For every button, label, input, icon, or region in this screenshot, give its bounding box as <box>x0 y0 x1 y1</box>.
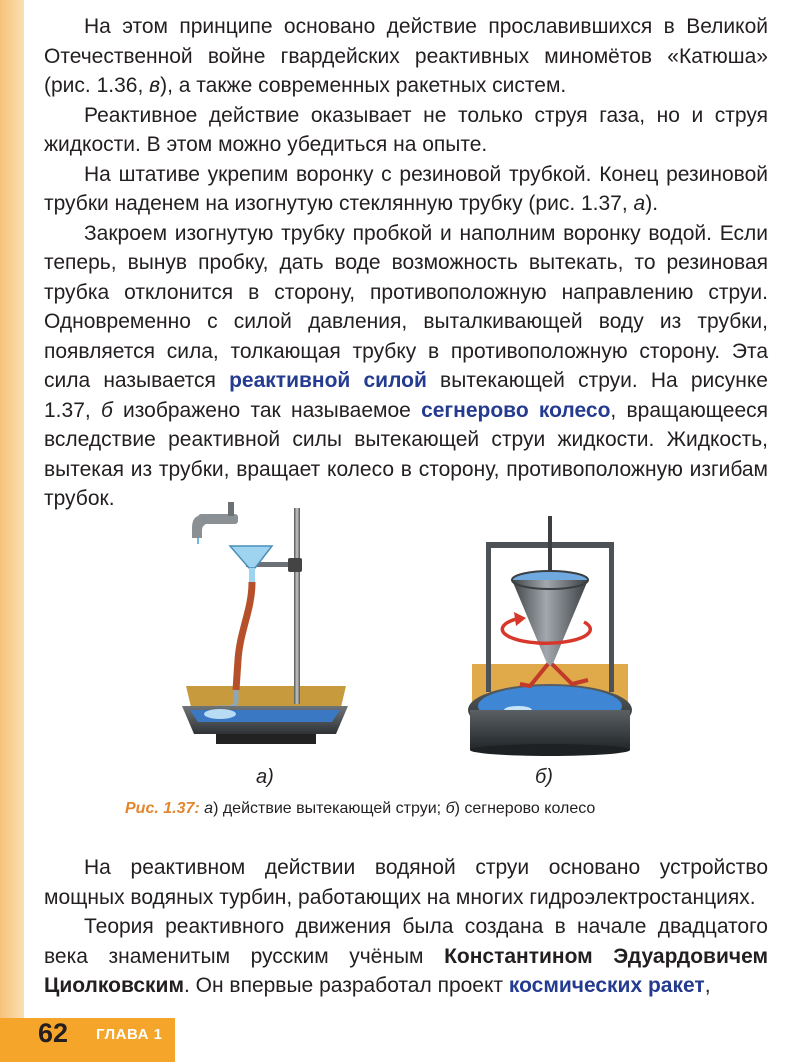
caption-a: а <box>204 800 214 817</box>
figure-ref-v: в <box>149 74 161 97</box>
scientist-name: Константином Эдуардовичем Циолковским <box>44 944 769 997</box>
text-block-top <box>44 12 768 514</box>
term-segner-wheel: сегнерово колесо <box>421 398 611 422</box>
figure-b-illustration <box>458 514 642 764</box>
paragraph-4-text-2: вытекающей струи. На рисунке 1.37, <box>44 369 768 422</box>
caption-prefix: Рис. 1.37: <box>125 800 200 817</box>
paragraph-4 <box>44 219 768 514</box>
paragraph-6-text-end: , <box>704 974 711 997</box>
figure-caption <box>125 800 725 818</box>
paragraph-1-text: На этом принципе основано действие прославившихся в Великой Отечественной войне гвардейских реактивных миномётов «Катюша» (рис. 1.36, <box>44 15 768 97</box>
text-block-bottom <box>44 853 768 1001</box>
chapter-label: ГЛАВА 1 <box>96 1026 163 1043</box>
paragraph-4-text-3: изображено так называемое <box>112 398 422 422</box>
figure-ref-b: б <box>100 398 113 422</box>
paragraph-1 <box>44 12 768 101</box>
paragraph-3-text: На штативе укрепим воронку с резиновой трубкой. Конец резиновой трубки наденем на изогнутую стеклянную трубку (рис. 1.37, <box>44 162 768 215</box>
paragraph-1-text-end: ), а также современных ракетных систем. <box>160 74 567 97</box>
paragraph-3 <box>44 160 768 219</box>
stand-rod <box>294 508 300 704</box>
caption-mid: ) действие вытекающей струи; <box>213 800 446 817</box>
caption-b: б <box>445 800 455 817</box>
figure-label-a: а) <box>256 766 274 788</box>
caption-end: ) сегнерово колесо <box>454 800 596 817</box>
rubber-tube <box>236 582 252 690</box>
paragraph-5: На реактивном действии водяной струи основано устройство мощных водяных турбин, работающих на многих гидроэлектростанциях. <box>44 856 768 909</box>
paragraph-6-text: Теория реактивного движения была создана в начале двадцатого века знаменитым русским учёным <box>44 915 768 968</box>
paragraph-6-text-2: . Он впервые разработал проект <box>183 974 509 997</box>
paragraph-3-text-end: ). <box>645 192 659 215</box>
figure-ref-a: а <box>633 192 646 215</box>
paragraph-6 <box>44 912 768 1001</box>
term-reactive-force: реактивной силой <box>229 369 427 392</box>
page-margin-strip <box>0 0 24 1062</box>
paragraph-4-text-4: , вращающееся вследствие реактивной силы вытекающей струи жидкости. Жидкость, вытекая из трубки, вращает колесо в сторону, противоположную изгибам трубок. <box>44 398 768 510</box>
paragraph-4-text: Закроем изогнутую трубку пробкой и наполним воронку водой. Если теперь, вынув пробку, дать воде возможность вытекать, то резиновая трубка отклонится в сторону, противоположную направлению струи. Одновременно с силой давления, выталкивающей воду из трубки, появляется сила, толкающая трубку в противоположную сторону. Эта сила называется <box>44 221 768 392</box>
cone-icon <box>512 580 588 666</box>
term-space-rockets: космических ракет <box>508 974 705 997</box>
paragraph-2: Реактивное действие оказывает не только струя газа, но и струя жидкости. В этом можно убедиться на опыте. <box>44 103 768 156</box>
page-number: 62 <box>38 1018 69 1048</box>
figure-a-illustration <box>176 500 356 762</box>
figure-label-b: б) <box>535 766 553 788</box>
